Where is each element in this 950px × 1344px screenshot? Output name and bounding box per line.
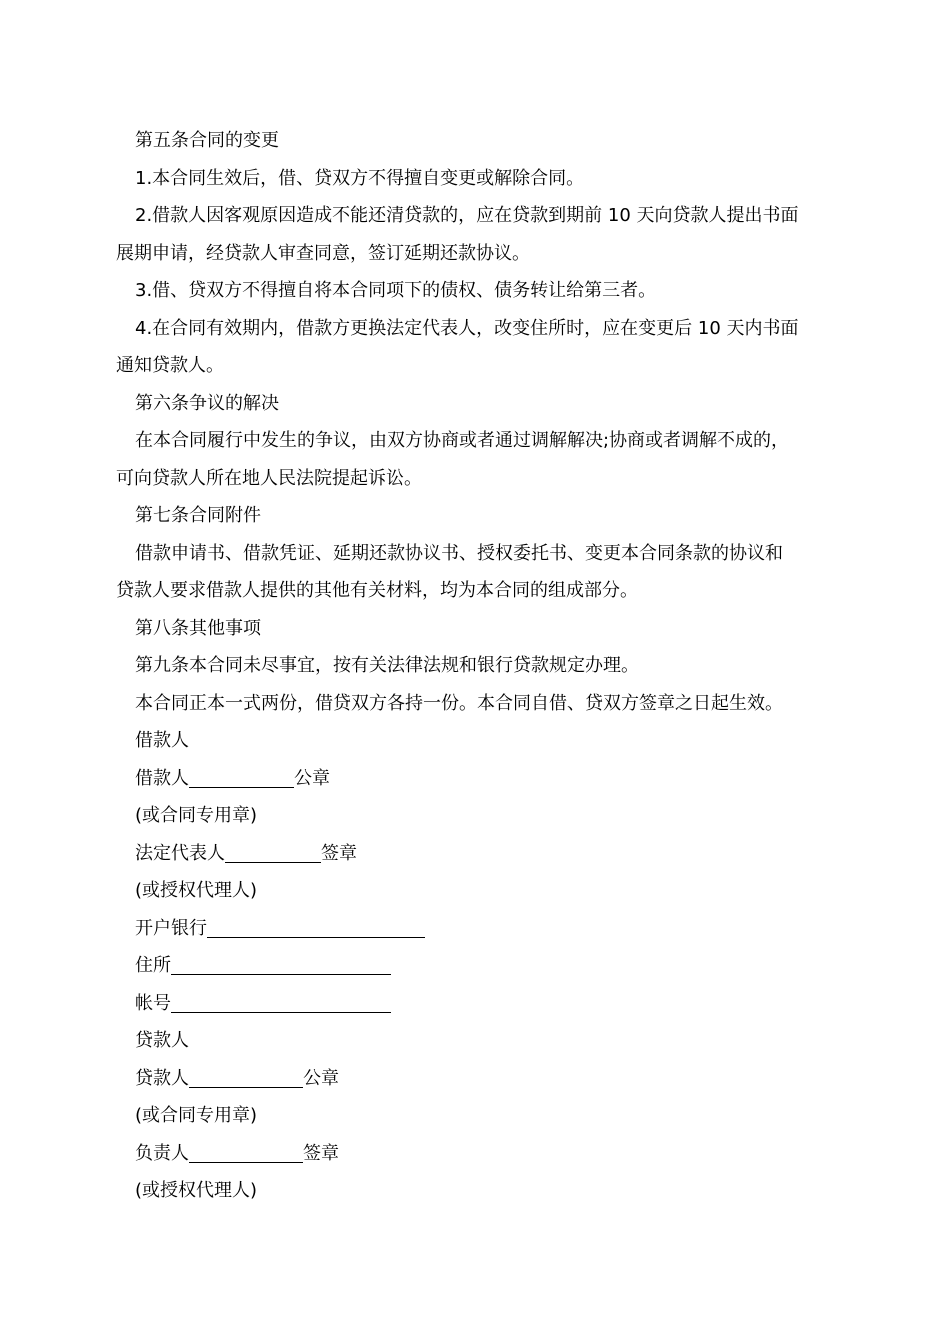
borrower-account-blank[interactable] (171, 990, 391, 1013)
borrower-seal-line (116, 760, 838, 798)
contract-body (116, 122, 838, 1210)
article-7-text-line-1: 借款申请书、借款凭证、延期还款协议书、授权委托书、变更本合同条款的协议和 (135, 542, 783, 564)
borrower-account-label: 帐号 (135, 992, 171, 1014)
lender-rep-label: 负责人 (135, 1142, 189, 1164)
copies-statement: 本合同正本一式两份，借贷双方各持一份。本合同自借、贷双方签章之日起生效。 (135, 692, 783, 714)
borrower-rep-blank[interactable] (225, 840, 321, 863)
borrower-heading: 借款人 (135, 730, 189, 751)
article-6-text-line-2: 可向贷款人所在地人民法院提起诉讼。 (116, 467, 422, 489)
borrower-rep-line (116, 835, 838, 873)
article-9-text: 第九条本合同未尽事宜，按有关法律法规和银行贷款规定办理。 (135, 655, 639, 676)
borrower-seal-label: 借款人 (135, 767, 189, 789)
article-5-clause-4-line-2: 通知贷款人。 (116, 355, 224, 376)
lender-rep-line (116, 1135, 838, 1173)
borrower-bank-line (116, 910, 838, 948)
article-6-text-line-1: 在本合同履行中发生的争议，由双方协商或者通过调解解决;协商或者调解不成的， (135, 430, 790, 451)
article-5-clause-2-line-1: 2.借款人因客观原因造成不能还清贷款的，应在贷款到期前 10 天向贷款人提出书面 (135, 205, 799, 226)
borrower-bank-blank[interactable] (207, 915, 425, 938)
article-8-title: 第八条其他事项 (135, 617, 261, 639)
article-5-clause-1: 1.本合同生效后，借、贷双方不得擅自变更或解除合同。 (135, 167, 585, 189)
borrower-seal-note: (或合同专用章) (135, 805, 258, 826)
lender-seal-label: 贷款人 (135, 1067, 189, 1089)
lender-seal-note: (或合同专用章) (135, 1105, 258, 1126)
article-5-title: 第五条合同的变更 (135, 130, 279, 151)
article-7-title: 第七条合同附件 (135, 505, 261, 526)
borrower-seal-blank[interactable] (189, 765, 294, 788)
borrower-address-line (116, 947, 838, 985)
article-5-clause-2-line-2: 展期申请，经贷款人审查同意，签订延期还款协议。 (116, 242, 530, 264)
lender-rep-blank[interactable] (189, 1140, 303, 1163)
borrower-address-label: 住所 (135, 955, 171, 976)
article-5-clause-4-line-1: 4.在合同有效期内，借款方更换法定代表人，改变住所时，应在变更后 10 天内书面 (135, 317, 799, 339)
lender-rep-note: (或授权代理人) (135, 1180, 258, 1201)
article-7-text-line-2: 贷款人要求借款人提供的其他有关材料，均为本合同的组成部分。 (116, 580, 638, 601)
borrower-address-blank[interactable] (171, 952, 391, 975)
lender-seal-suffix: 公章 (303, 1067, 339, 1089)
borrower-rep-suffix: 签章 (321, 842, 357, 864)
lender-heading: 贷款人 (135, 1030, 189, 1051)
lender-seal-blank[interactable] (189, 1065, 303, 1088)
article-6-title: 第六条争议的解决 (135, 392, 279, 414)
article-5-clause-3: 3.借、贷双方不得擅自将本合同项下的债权、债务转让给第三者。 (135, 280, 657, 301)
lender-rep-suffix: 签章 (303, 1142, 339, 1164)
borrower-seal-suffix: 公章 (294, 767, 330, 789)
borrower-rep-note: (或授权代理人) (135, 880, 258, 901)
borrower-bank-label: 开户银行 (135, 917, 207, 939)
borrower-account-line (116, 985, 838, 1023)
borrower-rep-label: 法定代表人 (135, 842, 225, 864)
lender-seal-line (116, 1060, 838, 1098)
